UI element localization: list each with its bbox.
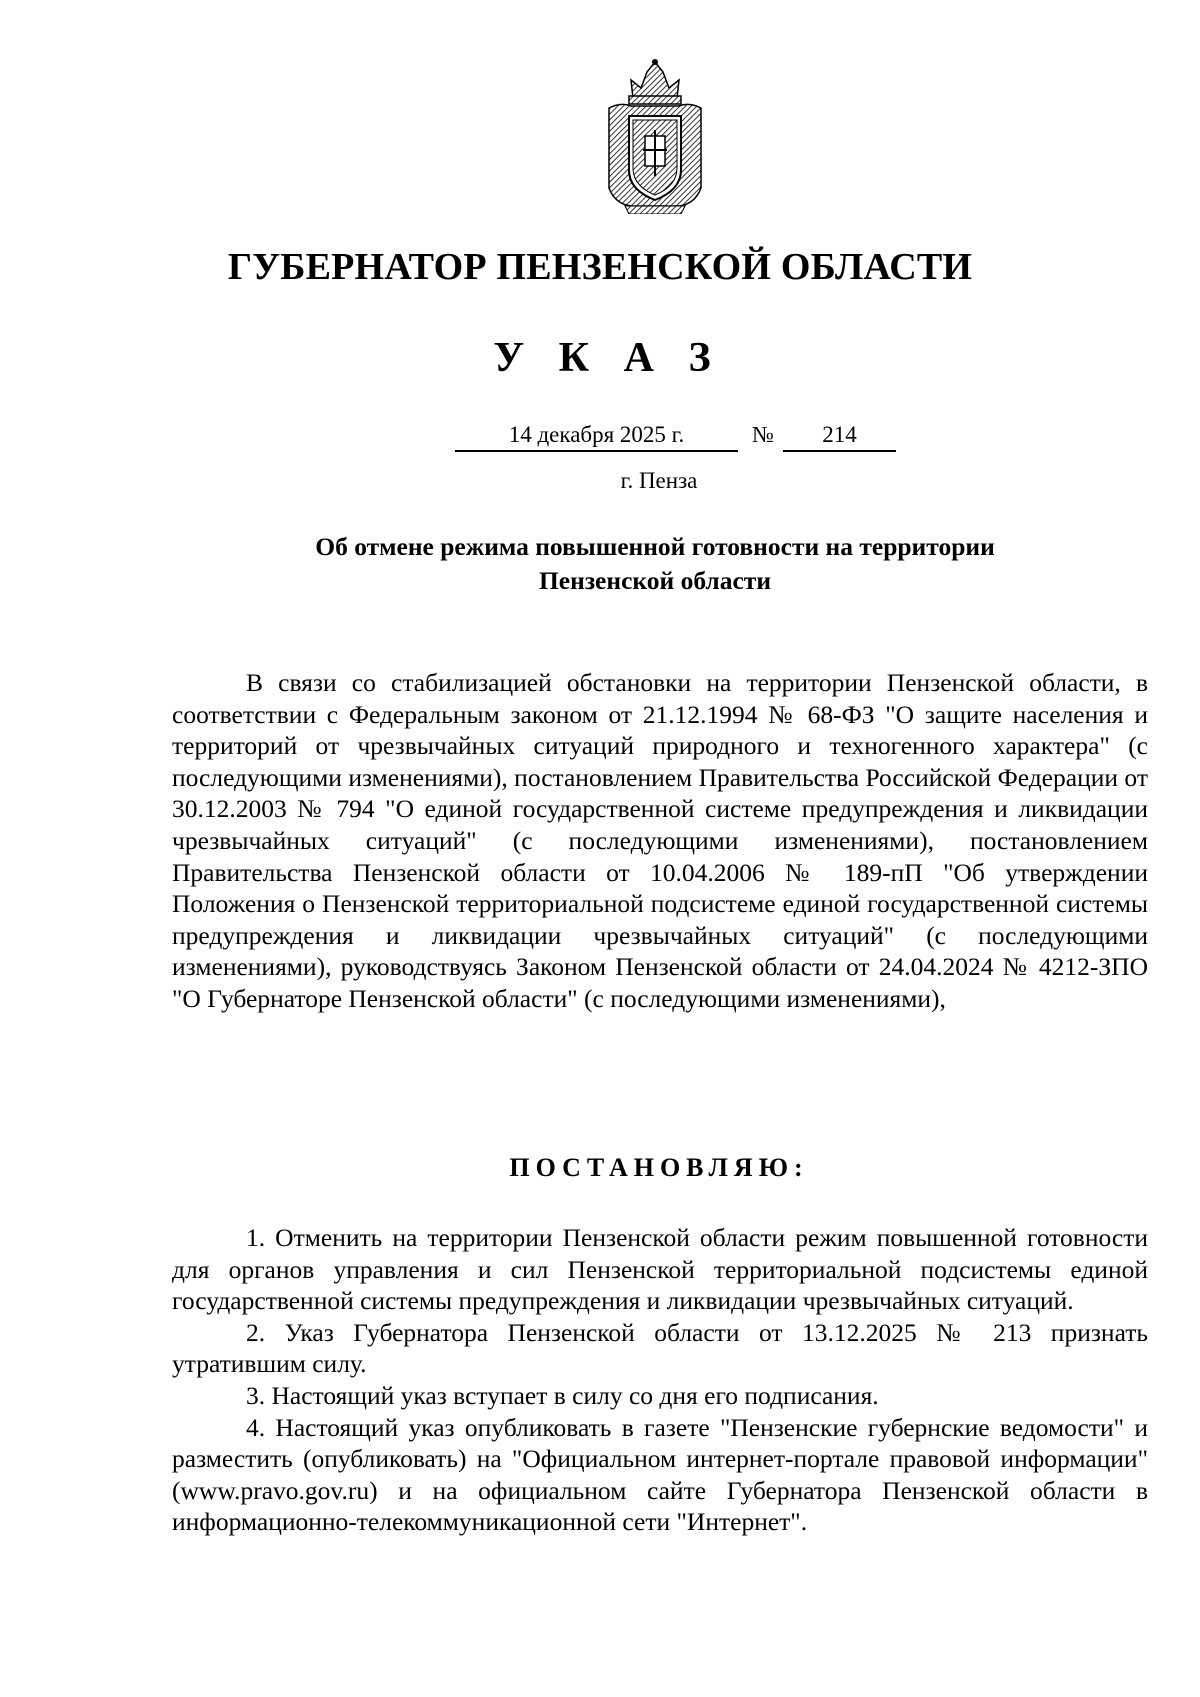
- resolution-item: 1. Отменить на территории Пензенской области режим повышенной готовности для органов управления и сил Пензенской территориальной подсистемы единой государственной системы предупреждения и ликвидации чрезвычайных ситуаций.: [172, 1223, 1148, 1316]
- city: г. Пенза: [620, 468, 698, 493]
- resolve-heading: ПОСТАНОВЛЯЮ:: [509, 1153, 809, 1182]
- issuing-authority: ГУБЕРНАТОР ПЕНЗЕНСКОЙ ОБЛАСТИ: [227, 246, 973, 288]
- document-number: 214: [783, 422, 896, 452]
- document-date: 14 декабря 2025 г.: [455, 422, 738, 452]
- penza-coat-of-arms-icon: [603, 58, 707, 214]
- preamble-text: В связи со стабилизацией обстановки на территории Пензенской области, в соответствии с Федеральным законом от 21.12.1994 № 68-ФЗ "О защите населения и территорий от чрезвычайных ситуаций природного и техногенного характера" (с последующими изменениями), постановлением Правительства Российской Федерации от 30.12.2003 № 794 "О единой государственной системе предупреждения и ликвидации чрезвычайных ситуаций" (с последующими изменениями), постановлением Правительства Пензенской области от 10.04.2006 № 189-пП "Об утверждении Положения о Пензенской территориальной подсистеме единой государственной системы предупреждения и ликвидации чрезвычайных ситуаций" (с последующими изменениями), руководствуясь Законом Пензенской области от 24.04.2024 № 4212-ЗПО "О Губернаторе Пензенской области" (с последующими изменениями),: [172, 668, 1148, 1013]
- resolution-item: 3. Настоящий указ вступает в силу со дня его подписания.: [246, 1380, 879, 1410]
- document-type: У К А З: [493, 335, 723, 381]
- preamble: [172, 667, 1148, 1015]
- number-sign: №: [752, 422, 774, 447]
- resolution-item: 2. Указ Губернатора Пензенской области от 13.12.2025 № 213 признать утратившим силу.: [172, 1317, 1148, 1379]
- document-title: Об отмене режима повышенной готовности на территории Пензенской области: [315, 532, 995, 595]
- resolution-item: 4. Настоящий указ опубликовать в газете "Пензенские губернские ведомости" и разместить (опубликовать) на "Официальном интернет-портале правовой информации" (www.pravo.gov.ru) и на официальном сайте Губернатора Пензенской области в информационно-телекоммуникационной сети "Интернет".: [172, 1412, 1148, 1537]
- resolution-items: [172, 1222, 1148, 1538]
